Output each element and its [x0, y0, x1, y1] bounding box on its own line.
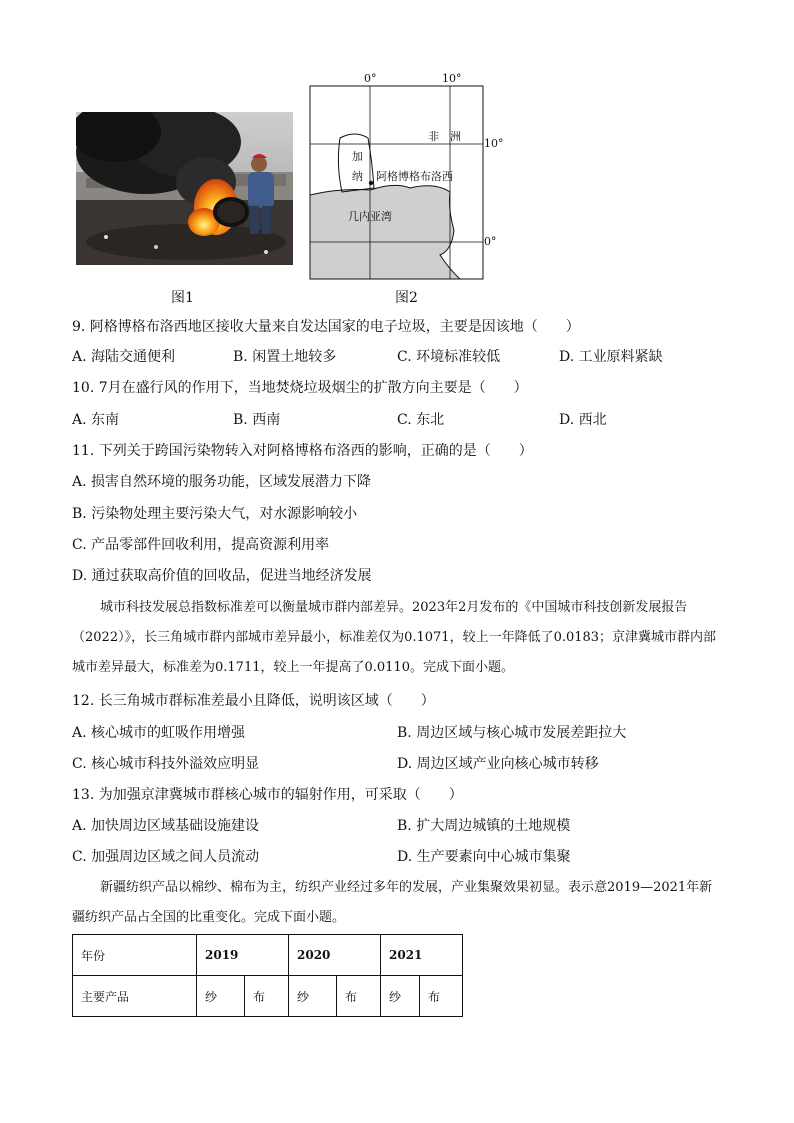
question-13-stem: 13. 为加强京津冀城市群核心城市的辐射作用，可采取（ ） — [72, 787, 463, 803]
question-13-option-a[interactable]: A. 加快周边区域基础设施建设 — [72, 818, 260, 834]
table-year-2021: 2021 — [381, 935, 463, 976]
question-11-option-d[interactable]: D. 通过获取高价值的回收品，促进当地经济发展 — [72, 568, 372, 584]
question-11-option-c[interactable]: C. 产品零部件回收利用，提高资源利用率 — [72, 537, 330, 553]
question-12-stem: 12. 长三角城市群标准差最小且降低，说明该区域（ ） — [72, 693, 435, 709]
passage-city-tech: 城市科技发展总指数标准差可以衡量城市群内部差异。2023年2月发布的《中国城市科技创新发展报告（2022）》，长三角城市群内部城市差异最小，标准差仅为0.1071，较上一年降低了0.0183；京津冀城市群内部城市差异最大，标准差为0.1711，较上一年提高了0.0110。完成下面小题。 — [72, 600, 717, 675]
question-13-option-c[interactable]: C. 加强周边区域之间人员流动 — [72, 849, 260, 865]
table-cell: 纱 — [381, 976, 420, 1017]
map-label-gulf: 几内亚湾 — [348, 210, 392, 223]
question-9-option-b[interactable]: B. 闲置土地较多 — [233, 349, 337, 365]
map-label-ghana-2: 纳 — [352, 170, 363, 183]
figure-2-map — [300, 70, 510, 282]
map-lon-0: 0° — [364, 72, 377, 85]
burning-tire-photo — [76, 112, 293, 265]
question-9-option-c[interactable]: C. 环境标准较低 — [397, 349, 501, 365]
passage-xinjiang-textile: 新疆纺织产品以棉纱、棉布为主，纺织产业经过多年的发展，产业集聚效果初显。表示意2019—2021年新疆纺织产品占全国的比重变化。完成下面小题。 — [72, 880, 713, 925]
table-year-2019: 2019 — [197, 935, 289, 976]
map-lat-10: 10° — [484, 137, 504, 150]
map-lat-0: 0° — [484, 235, 497, 248]
question-9-option-d[interactable]: D. 工业原料紧缺 — [559, 349, 663, 365]
question-12-option-c[interactable]: C. 核心城市科技外溢效应明显 — [72, 756, 260, 772]
table-cell: 布 — [420, 976, 463, 1017]
question-11-stem: 11. 下列关于跨国污染物转入对阿格博格布洛西的影响，正确的是（ ） — [72, 443, 533, 459]
table-header-year: 年份 — [73, 935, 197, 976]
question-13-option-b[interactable]: B. 扩大周边城镇的土地规模 — [397, 818, 571, 834]
question-13-option-d[interactable]: D. 生产要素向中心城市集聚 — [397, 849, 571, 865]
question-12-option-d[interactable]: D. 周边区域产业向核心城市转移 — [397, 756, 599, 772]
question-11-option-b[interactable]: B. 污染物处理主要污染大气，对水源影响较小 — [72, 506, 358, 522]
figure-2-caption: 图2 — [395, 290, 418, 306]
textile-table — [72, 934, 463, 1017]
question-9-stem: 9. 阿格博格布洛西地区接收大量来自发达国家的电子垃圾，主要是因该地（ ） — [72, 319, 580, 335]
table-cell: 布 — [337, 976, 381, 1017]
table-cell: 纱 — [197, 976, 245, 1017]
map-label-ghana-1: 加 — [352, 150, 363, 163]
map-lon-10: 10° — [442, 72, 462, 85]
table-cell: 纱 — [289, 976, 337, 1017]
table-row — [73, 976, 463, 1017]
figure-1-photo — [76, 112, 293, 265]
map-label-city: 阿格博格布洛西 — [376, 170, 453, 183]
question-10-option-b[interactable]: B. 西南 — [233, 412, 281, 428]
question-12-option-b[interactable]: B. 周边区域与核心城市发展差距拉大 — [397, 725, 627, 741]
question-10-stem: 10. 7月在盛行风的作用下，当地焚烧垃圾烟尘的扩散方向主要是（ ） — [72, 380, 528, 396]
question-9-option-a[interactable]: A. 海陆交通便利 — [72, 349, 176, 365]
table-row — [73, 935, 463, 976]
question-12-option-a[interactable]: A. 核心城市的虹吸作用增强 — [72, 725, 246, 741]
question-10-option-d[interactable]: D. 西北 — [559, 412, 607, 428]
question-10-option-c[interactable]: C. 东北 — [397, 412, 445, 428]
figure-1-caption: 图1 — [171, 290, 194, 306]
question-10-option-a[interactable]: A. 东南 — [72, 412, 120, 428]
table-header-product: 主要产品 — [73, 976, 197, 1017]
table-year-2020: 2020 — [289, 935, 381, 976]
map-label-africa: 非 洲 — [428, 130, 461, 143]
table-cell: 布 — [245, 976, 289, 1017]
question-11-option-a[interactable]: A. 损害自然环境的服务功能，区域发展潜力下降 — [72, 474, 372, 490]
